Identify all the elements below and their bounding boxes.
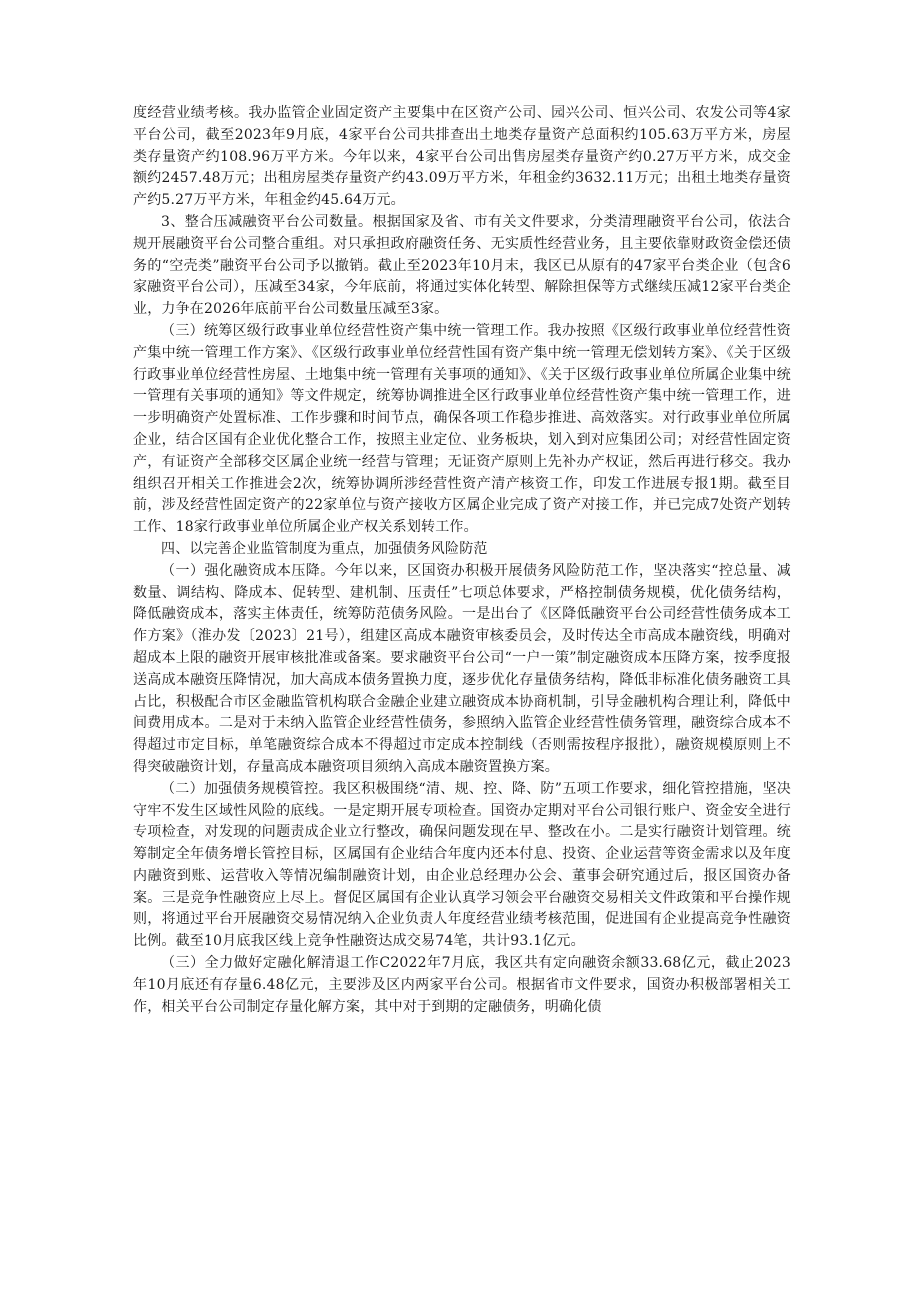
paragraph-directed-financing: （三）全力做好定融化解清退工作C2022年7月底，我区共有定向融资余额33.68亿元，截止2023年10月底还有存量6.48亿元，主要涉及区内两家平台公司。根据省市文件要求，国资办积极部署相关工作，相关平台公司制定存量化解方案，其中对于到期的定融债务，明确化债	[133, 955, 791, 1015]
paragraph-platform-consolidation: 3、整合压减融资平台公司数量。根据国家及省、市有关文件要求，分类清理融资平台公司，依法合规开展融资平台公司整合重组。对只承担政府融资任务、无实质性经营业务，且主要依靠财政资金偿还债务的“空壳类”融资平台公司予以撤销。截止至2023年10月末，我区已从原有的47家平台类企业（包含6家融资平台公司），压减至34家，今年底前，将通过实体化转型、解除担保等方式继续压减12家平台类企业，力争在2026年底前平台公司数量压减至3家。	[133, 213, 791, 318]
paragraph-continuation: 度经营业绩考核。我办监管企业固定资产主要集中在区资产公司、园兴公司、恒兴公司、农发公司等4家平台公司，截至2023年9月底，4家平台公司共排查出土地类存量资产总面积约105.63万平方米，房屋类存量资产约108.96万平方米。今年以来，4家平台公司出售房屋类存量资产约0.27万平方米，成交金额约2457.48万元；出租房屋类存量资产约43.09万平方米，年租金约3632.11万元；出租土地类存量资产约5.27万平方米，年租金约45.64万元。	[133, 105, 791, 209]
document-page	[133, 103, 791, 1018]
paragraph-financing-cost: （一）强化融资成本压降。今年以来，区国资办积极开展债务风险防范工作，坚决落实“控总量、减数量、调结构、降成本、促转型、建机制、压责任”七项总体要求，严格控制债务规模，优化债务结构，降低融资成本，落实主体责任，统筹防范债务风险。一是出台了《区降低融资平台公司经营性债务成本工作方案》（淮办发〔2023〕21号），组建区高成本融资审核委员会，及时传达全市高成本融资线，明确对超成本上限的融资开展审核批准或备案。要求融资平台公司“一户一策”制定融资成本压降方案，按季度报送高成本融资压降情况，加大高成本债务置换力度，逐步优化存量债务结构，降低非标准化债务融资工具占比，积极配合市区金融监管机构联合金融企业建立融资成本协商机制，引导金融机构合理让利，降低中间费用成本。二是对于未纳入监管企业经营性债务，参照纳入监管企业经营性债务管理，融资综合成本不得超过市定目标，单笔融资综合成本不得超过市定成本控制线（否则需按程序报批），融资规模原则上不得突破融资计划，存量高成本融资项目须纳入高成本融资置换方案。	[133, 562, 791, 775]
paragraph-asset-management: （三）统筹区级行政事业单位经营性资产集中统一管理工作。我办按照《区级行政事业单位经营性资产集中统一管理工作方案》、《区级行政事业单位经营性国有资产集中统一管理无偿划转方案》、《关于区级行政事业单位经营性房屋、土地集中统一管理有关事项的通知》、《关于区级行政事业单位所属企业集中统一管理有关事项的通知》等文件规定，统筹协调推进全区行政事业单位经营性资产集中统一管理工作，进一步明确资产处置标准、工作步骤和时间节点，确保各项工作稳步推进、高效落实。对行政事业单位所属企业，结合区国有企业优化整合工作，按照主业定位、业务板块，划入到对应集团公司；对经营性固定资产，有证资产全部移交区属企业统一经营与管理；无证资产原则上先补办产权证，然后再进行移交。我办组织召开相关工作推进会2次，统筹协调所涉经营性资产清产核资工作，印发工作进展专报1期。截至目前，涉及经营性固定资产的22家单位与资产接收方区属企业完成了资产对接工作，并已完成7处资产划转工作、18家行政事业单位所属企业产权关系划转工作。	[133, 322, 791, 536]
paragraph-debt-control: （二）加强债务规模管控。我区积极围绕“清、规、控、降、防”五项工作要求，细化管控措施，坚决守牢不发生区域性风险的底线。一是定期开展专项检查。国资办定期对平台公司银行账户、资金安全进行专项检查，对发现的问题责成企业立行整改，确保问题发现在早、整改在小。二是实行融资计划管理。统筹制定全年债务增长管控目标，区属国有企业结合年度内还本付息、投资、企业运营等资金需求以及年度内融资到账、运营收入等情况编制融资计划，由企业总经理办公会、董事会研究通过后，报区国资办备案。三是竞争性融资应上尽上。督促区属国有企业认真学习领会平台融资交易相关文件政策和平台操作规则，将通过平台开展融资交易情况纳入企业负责人年度经营业绩考核范围，促进国有企业提高竞争性融资比例。截至10月底我区线上竞争性融资达成交易74笔，共计93.1亿元。	[133, 780, 791, 950]
section-heading: 四、以完善企业监管制度为重点，加强债务风险防范	[161, 540, 488, 557]
